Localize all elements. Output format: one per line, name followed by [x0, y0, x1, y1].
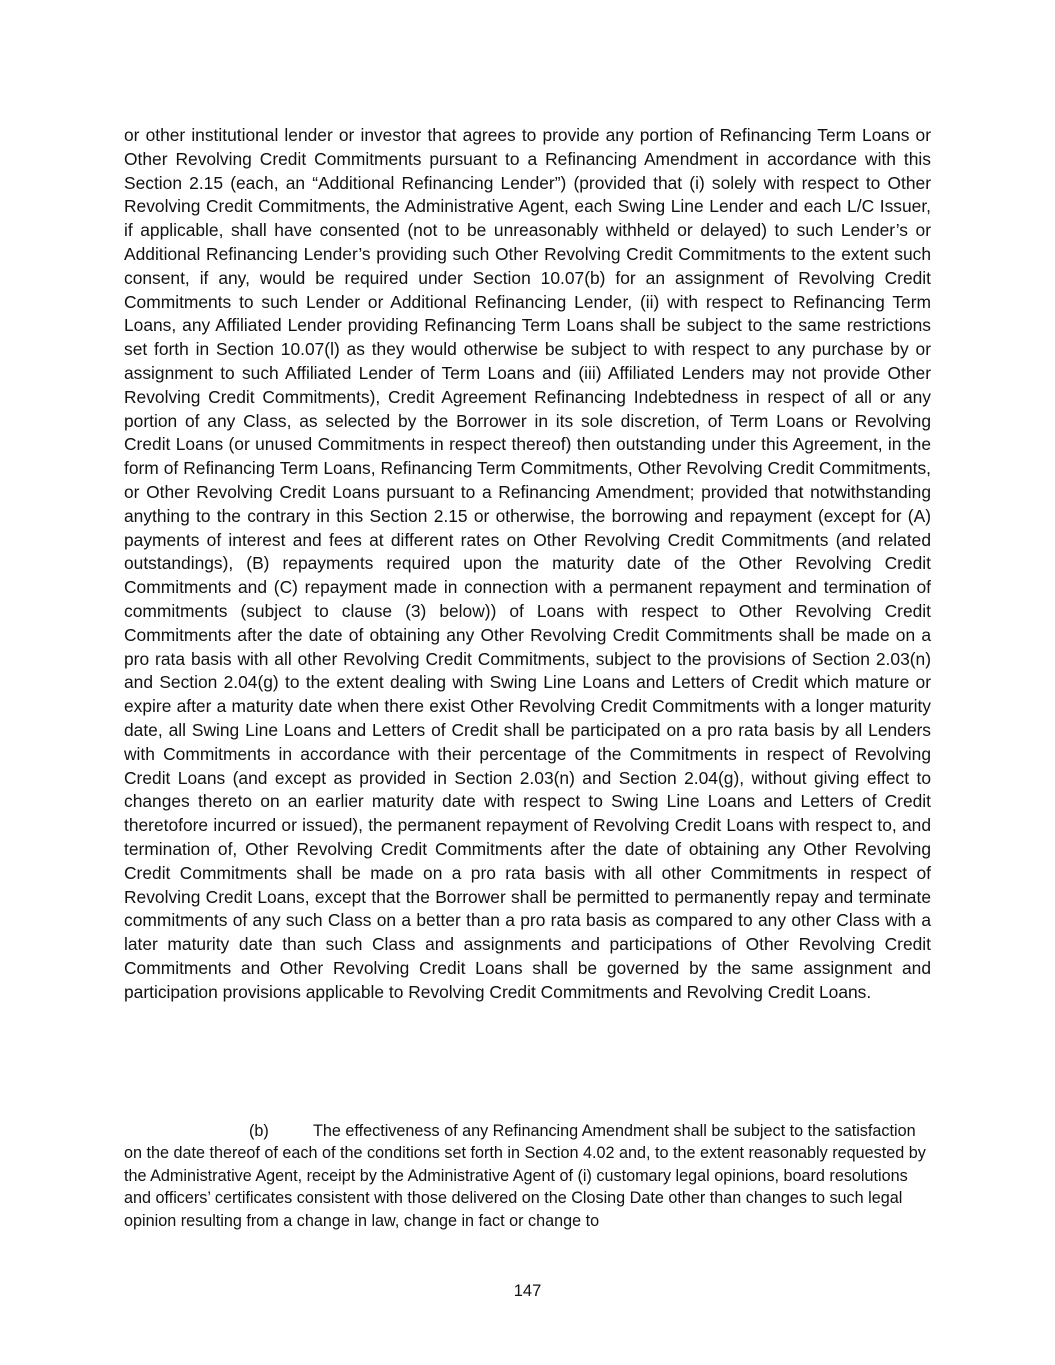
body-paragraph: or other institutional lender or investor that agrees to provide any portion of Refinancing Term Loans or Other Revolving Credit Commitments pursuant to a Refinancing Amendment in accordance with this Section 2.15 (each, an “Additional Refinancing Lender”) (provided that (i) solely with respect to Other Revolving Credit Commitments, the Administrative Agent, each Swing Line Lender and each L/C Issuer, if applicable, shall have consented (not to be unreasonably withheld or delayed) to such Lender’s or Additional Refinancing Lender’s providing such Other Revolving Credit Commitments to the extent such consent, if any, would be required under Section 10.07(b) for an assignment of Revolving Credit Commitments to such Lender or Additional Refinancing Lender, (ii) with respect to Refinancing Term Loans, any Affiliated Lender providing Refinancing Term Loans shall be subject to the same restrictions set forth in Section 10.07(l) as they would otherwise be subject to with respect to any purchase by or assignment to such Affiliated Lender of Term Loans and (iii) Affiliated Lenders may not provide Other Revolving Credit Commitments), Credit Agreement Refinancing Indebtedness in respect of all or any portion of any Class, as selected by the Borrower in its sole discretion, of Term Loans or Revolving Credit Loans (or unused Commitments in respect thereof) then outstanding under this Agreement, in the form of Refinancing Term Loans, Refinancing Term Commitments, Other Revolving Credit Commitments, or Other Revolving Credit Loans pursuant to a Refinancing Amendment; provided that notwithstanding anything to the contrary in this Section 2.15 or otherwise, the borrowing and repayment (except for (A) payments of interest and fees at different rates on Other Revolving Credit Commitments (and related outstandings), (B) repayments required upon the maturity date of the Other Revolving Credit Commitments and (C) repayment made in connection with a permanent repayment and termination of commitments (subject to clause (3) below)) of Loans with respect to Other Revolving Credit Commitments after the date of obtaining any Other Revolving Credit Commitments shall be made on a pro rata basis with all other Revolving Credit Commitments, subject to the provisions of Section 2.03(n) and Section 2.04(g) to the extent dealing with Swing Line Loans and Letters of Credit which mature or expire after a maturity date when there exist Other Revolving Credit Commitments with a longer maturity date, all Swing Line Loans and Letters of Credit shall be participated on a pro rata basis by all Lenders with Commitments in accordance with their percentage of the Commitments in respect of Revolving Credit Loans (and except as provided in Section 2.03(n) and Section 2.04(g), without giving effect to changes thereto on an earlier maturity date with respect to Swing Line Loans and Letters of Credit theretofore incurred or issued), the permanent repayment of Revolving Credit Loans with respect to, and termination of, Other Revolving Credit Commitments after the date of obtaining any Other Revolving Credit Commitments shall be made on a pro rata basis with all other Commitments in respect of Revolving Credit Loans, except that the Borrower shall be permitted to permanently repay and terminate commitments of any such Class on a better than a pro rata basis as compared to any other Class with a later maturity date than such Class and assignments and participations of Other Revolving Credit Commitments and Other Revolving Credit Loans shall be governed by the same assignment and participation provisions applicable to Revolving Credit Commitments and Revolving Credit Loans.	[124, 125, 931, 1002]
page-number: 147	[513, 1282, 542, 1300]
subsection-text: The effectiveness of any Refinancing Amendment shall be subject to the satisfaction on the date thereof of each of the conditions set forth in Section 4.02 and, to the extent reasonably requested by the Administrative Agent, receipt by the Administrative Agent of (i) customary legal opinions, board resolutions and officers’ certificates consistent with those delivered on the Closing Date other than changes to such legal opinion resulting from a change in law, change in fact or change to	[124, 1122, 926, 1230]
subsection-label: (b)	[249, 1122, 269, 1140]
subsection-paragraph	[124, 1120, 931, 1232]
